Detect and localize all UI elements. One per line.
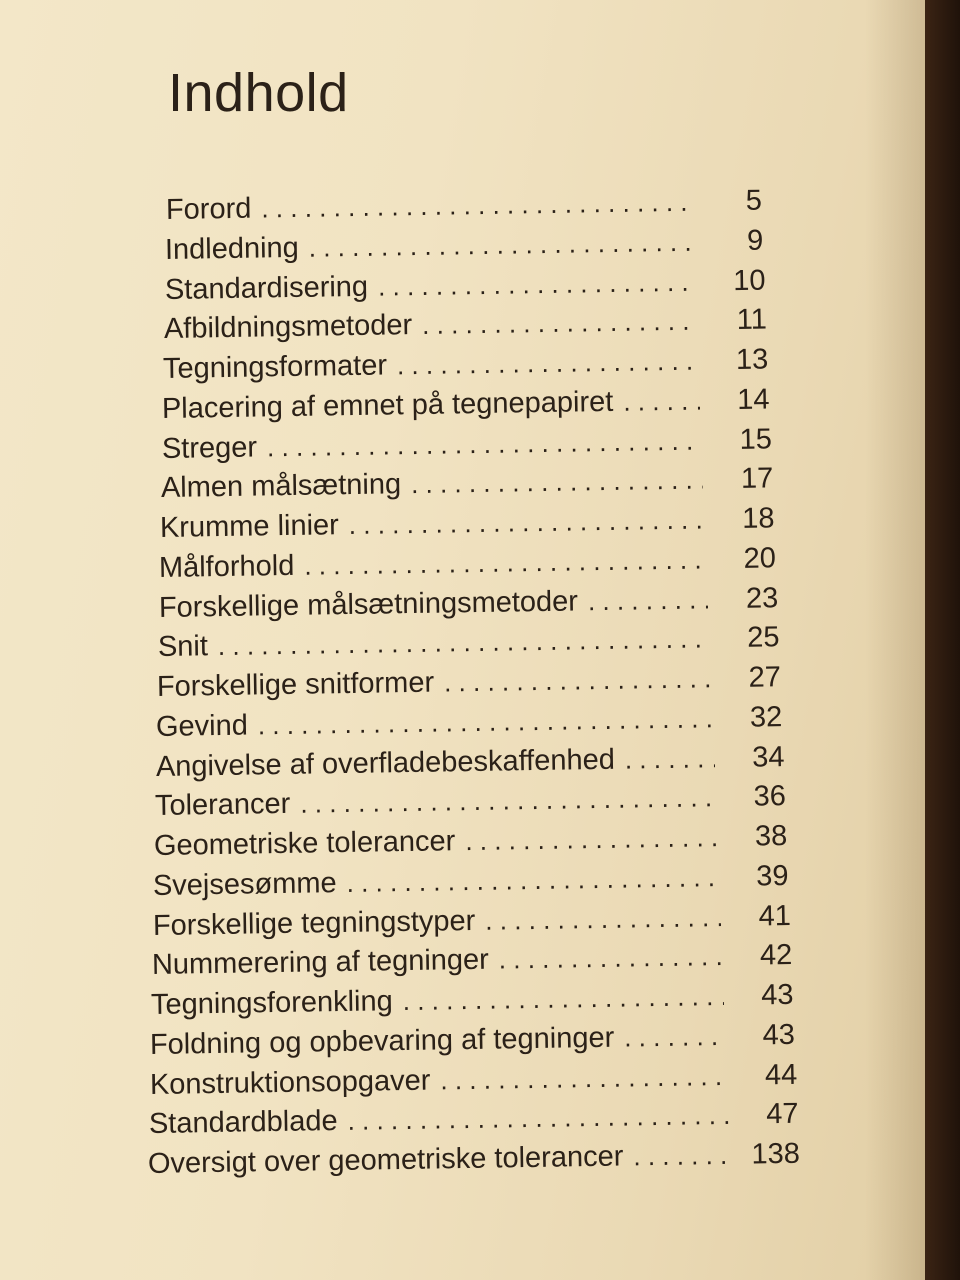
page-edge (925, 0, 960, 1280)
dot-leader (258, 703, 713, 741)
entry-title: Forskellige snitformer (156, 666, 435, 703)
entry-page-number: 5 (745, 184, 763, 217)
dot-leader (402, 981, 723, 1017)
entry-title: Afbildningsmetoder (163, 309, 413, 346)
entry-page-number: 25 (746, 621, 780, 654)
dot-leader (411, 465, 704, 501)
entry-title: Geometriske tolerancer (153, 825, 456, 862)
entry-title: Nummerering af tegninger (151, 943, 489, 982)
dot-leader (444, 663, 711, 698)
entry-title: Angivelse af overfladebeskaffenhed (155, 743, 615, 783)
dot-leader (485, 902, 721, 937)
entry-page-number: 20 (743, 542, 777, 575)
dot-leader (347, 1100, 728, 1137)
entry-page-number: 10 (732, 264, 766, 297)
entry-title: Forskellige målsætningsmetoder (158, 584, 578, 624)
dot-leader (377, 266, 695, 302)
entry-page-number: 18 (742, 502, 775, 535)
entry-page-number: 17 (740, 462, 774, 496)
entry-page-number: 42 (759, 939, 793, 972)
entry-page-number: 27 (748, 661, 782, 694)
entry-title: Snit (157, 630, 208, 664)
entry-title: Tegningsforenkling (150, 985, 393, 1021)
dot-leader (304, 544, 706, 581)
entry-title: Placering af emnet på tegnepapiret (161, 385, 614, 425)
entry-title: Streger (161, 431, 257, 465)
entry-title: Forord (165, 192, 252, 226)
entry-page-number: 38 (754, 820, 788, 853)
entry-title: Standardblade (148, 1105, 338, 1141)
dot-leader (624, 743, 714, 775)
dot-leader (261, 187, 692, 225)
entry-title: Svejsesømme (152, 866, 338, 902)
dot-leader (309, 226, 694, 263)
entry-title: Målforhold (158, 549, 295, 584)
entry-page-number: 39 (756, 859, 790, 893)
entry-title: Indledning (164, 231, 300, 266)
entry-page-number: 13 (735, 343, 769, 376)
dot-leader (397, 346, 699, 382)
dot-leader (440, 1060, 727, 1096)
entry-page-number: 43 (761, 978, 794, 1012)
entry-title: Konstruktionsopgaver (149, 1064, 431, 1101)
entry-page-number: 9 (747, 224, 764, 257)
dot-leader (347, 862, 719, 899)
entry-page-number: 36 (753, 780, 786, 813)
entry-page-number: 44 (764, 1058, 797, 1091)
entry-title: Krumme linier (159, 509, 340, 544)
dot-leader (498, 941, 722, 976)
page-title: Indhold (168, 63, 349, 123)
entry-title: Standardisering (164, 270, 368, 306)
entry-page-number: 14 (737, 383, 771, 416)
dot-leader (633, 1140, 730, 1173)
entry-title: Tolerancer (154, 788, 291, 823)
dot-leader (623, 385, 700, 417)
entry-title: Foldning og opbevaring af tegninger (149, 1021, 615, 1061)
entry-title: Tegningsformater (162, 349, 388, 385)
dot-leader (266, 425, 701, 463)
entry-page-number: 34 (751, 740, 785, 774)
dot-leader (587, 584, 708, 617)
entry-page-number: 41 (757, 899, 791, 932)
entry-title: Oversigt over geometriske tolerancer (147, 1140, 624, 1180)
entry-page-number: 43 (762, 1018, 796, 1052)
entry-title: Forskellige tegningstyper (152, 904, 476, 942)
entry-title: Gevind (155, 709, 249, 743)
dot-leader (465, 822, 717, 857)
dot-leader (624, 1021, 725, 1054)
entry-page-number: 11 (736, 303, 767, 337)
dot-leader (349, 504, 705, 541)
dot-leader (217, 624, 709, 663)
entry-page-number: 15 (738, 422, 772, 456)
dot-leader (422, 306, 697, 341)
entry-page-number: 32 (749, 700, 783, 734)
entry-page-number: 138 (751, 1137, 801, 1171)
dot-leader (300, 782, 716, 820)
entry-title: Almen målsætning (160, 468, 402, 505)
entry-page-number: 47 (765, 1098, 799, 1131)
entry-page-number: 23 (745, 581, 778, 615)
